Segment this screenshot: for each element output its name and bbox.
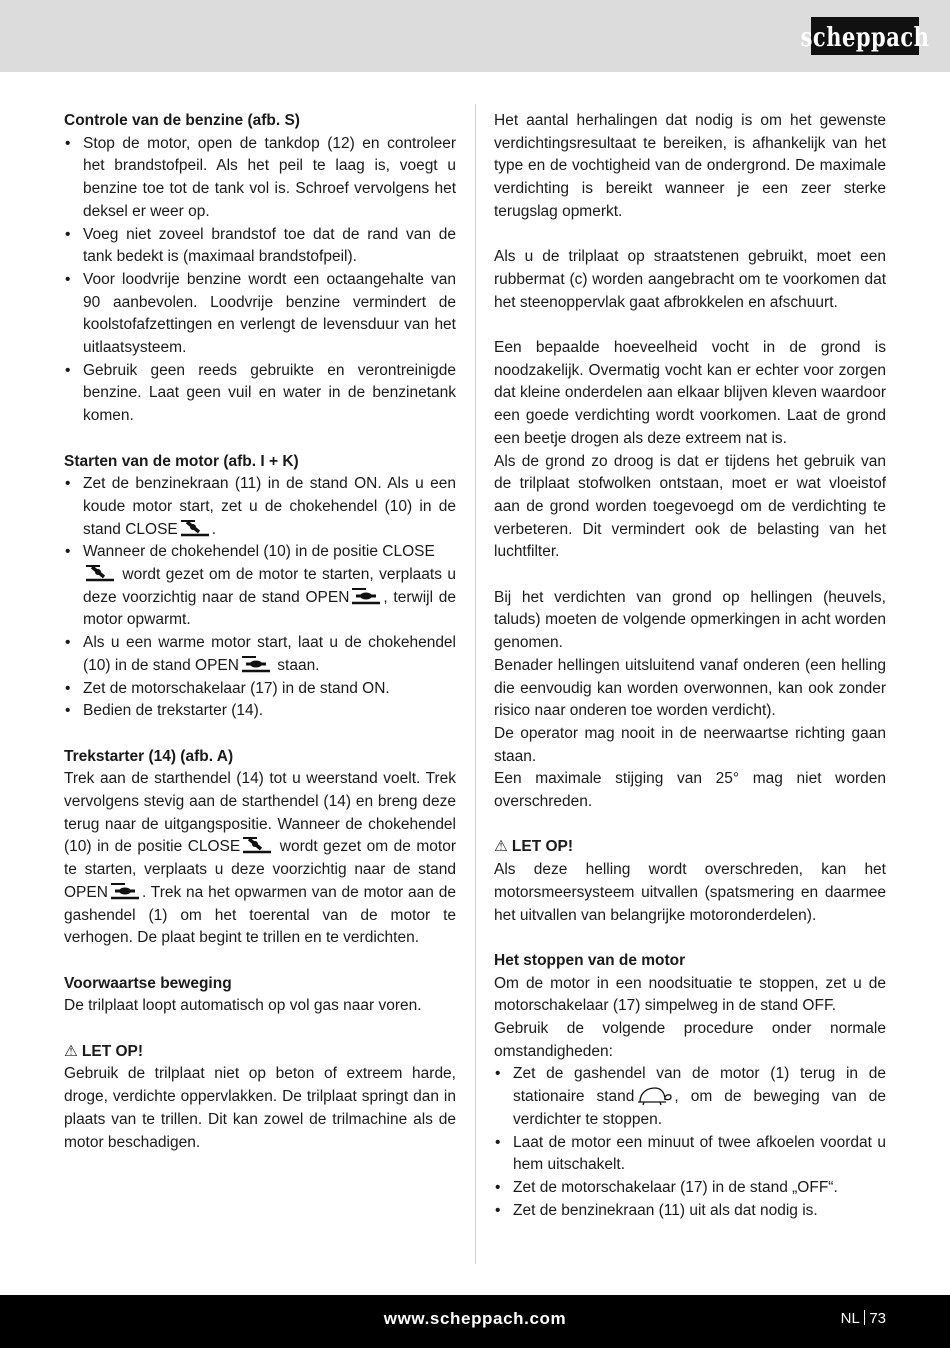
turtle-slow-icon	[636, 1086, 672, 1106]
list-item: • Laat de motor een minuut of twee afkoelen voordat u hem uitschakelt.	[494, 1132, 886, 1177]
paragraph: Als u de trilplaat op straatstenen gebruikt, moet een rubbermat (c) worden aangebracht om te voorkomen dat het steenoppervlak gaat afbrokkelen en afschuurt.	[494, 248, 886, 311]
section-title-fuel-check: Controle van de benzine (afb. S)	[64, 112, 300, 129]
left-column	[64, 110, 456, 1154]
column-divider	[475, 104, 476, 1264]
list-item: • Zet de benzinekraan (11) in de stand ON. Als u een koude motor start, zet u de chokehendel (10) in de stand CLOSE .	[64, 473, 456, 541]
list-item: • Voor loodvrije benzine wordt een octaangehalte van 90 aanbevolen. Loodvrije benzine vermindert de koolstofafzettingen en verlengt de levensduur van het uitlaatsysteem.	[64, 269, 456, 360]
section-title-start-engine: Starten van de motor (afb. I + K)	[64, 452, 299, 470]
choke-close-icon	[85, 564, 115, 582]
paragraph: Bij het verdichten van grond op hellingen (heuvels, taluds) moeten de volgende opmerkingen in acht worden genomen.	[494, 588, 886, 652]
list-item: • Zet de motorschakelaar (17) in de stand ON.	[64, 678, 456, 701]
choke-open-icon	[351, 587, 381, 605]
paragraph: Een bepaalde hoeveelheid vocht in de grond is noodzakelijk. Overmatig vocht kan er echter voor zorgen dat kleine onderdelen aan elkaar blijven kleven waardoor een goede verdichting wordt voorkomen. Laat de grond een beetje drogen als deze extreem nat is.	[494, 339, 886, 447]
list-item: • Voeg niet zoveel brandstof toe dat de rand van de tank bedekt is (maximaal brandstofpeil).	[64, 224, 456, 269]
paragraph: Het aantal herhalingen dat nodig is om het gewenste verdichtingsresultaat te bereiken, is afhankelijk van het type en de vochtigheid van de ondergrond. De maximale verdichting is bereikt wanneer je een zeer sterke terugslag opmerkt.	[494, 112, 886, 220]
warning-heading: ⚠ LET OP!	[494, 836, 886, 859]
warning-text: Als deze helling wordt overschreden, kan het motorsmeersysteem uitvallen (spatsmering en daarmee het uitvallen van belangrijke motoronderdelen).	[494, 861, 886, 924]
header-bar	[0, 0, 950, 72]
warning-heading: ⚠ LET OP!	[64, 1041, 456, 1064]
footer-bar	[0, 1295, 950, 1348]
section-title-stop-engine: Het stoppen van de motor	[494, 951, 686, 969]
choke-open-icon	[110, 882, 140, 900]
stop-engine-list	[494, 1063, 886, 1222]
footer-url[interactable]: www.scheppach.com	[383, 1309, 567, 1328]
list-item: • Zet de gashendel van de motor (1) terug in de stationaire stand , om de beweging van de verdichter te stoppen.	[494, 1063, 886, 1131]
start-engine-list	[64, 473, 456, 723]
page-indicator: NL 73	[840, 1310, 886, 1327]
forward-motion-text: De trilplaat loopt automatisch op vol gas naar voren.	[64, 997, 422, 1015]
section-title-recoil-starter: Trekstarter (14) (afb. A)	[64, 747, 234, 765]
list-item: • Zet de motorschakelaar (17) in de stand „OFF“.	[494, 1177, 886, 1200]
list-item: • Wanneer de chokehendel (10) in de positie CLOSE wordt gezet om de motor te starten, verplaats u deze voorzichtig naar de stand OPEN , terwijl de motor opwarmt.	[64, 541, 456, 632]
list-item: • Bedien de trekstarter (14).	[64, 700, 456, 723]
paragraph: Gebruik de volgende procedure onder normale omstandigheden:	[494, 1020, 886, 1060]
list-item: • Zet de benzinekraan (11) uit als dat nodig is.	[494, 1200, 886, 1223]
paragraph: De operator mag nooit in de neerwaartse richting gaan staan.	[494, 724, 886, 765]
recoil-starter-text: Trek aan de starthendel (14) tot u weerstand voelt. Trek vervolgens stevig aan de starthendel (14) en breng deze terug naar de uitgangspositie. Wanneer de chokehendel (10) in de positie CLOSE wordt gezet om de motor te starten, verplaats u deze voorzichtig naar de stand OPEN . Trek na het opwarmen van de motor aan de gashendel (1) om het toerental van de motor te verhogen. De plaat begint te trillen en te verdichten.	[64, 770, 456, 947]
list-item: • Stop de motor, open de tankdop (12) en controleer het brandstofpeil. Als het peil te laag is, voegt u benzine toe tot de tank vol is. Schroef vervolgens het deksel er weer op.	[64, 133, 456, 224]
section-title-forward-motion: Voorwaartse beweging	[64, 974, 232, 992]
paragraph: Een maximale stijging van 25° mag niet worden overschreden.	[494, 770, 886, 811]
paragraph: Benader hellingen uitsluitend vanaf onderen (een helling die eenvoudig kan worden overwonnen, kan ook zonder risico naar onderen toe worden verdicht).	[494, 656, 886, 720]
warning-text: Gebruik de trilplaat niet op beton of extreem harde, droge, verdichte oppervlakken. De trilplaat springt dan in plaats van te trillen. Dit kan zowel de trilmachine als de motor beschadigen.	[64, 1065, 456, 1151]
fuel-check-list	[64, 133, 456, 428]
choke-open-icon	[241, 655, 271, 673]
paragraph: Als de grond zo droog is dat er tijdens het gebruik van de trilplaat stofwolken ontstaan, moet er wat vloeistof aan de grond worden toegevoegd om de verdichting te verbeteren. Dit vermindert ook de belasting van het luchtfilter.	[494, 452, 886, 561]
warning-icon: ⚠	[64, 1042, 78, 1060]
choke-close-icon	[180, 519, 210, 537]
list-item: • Gebruik geen reeds gebruikte en verontreinigde benzine. Laat geen vuil en water in de benzinetank komen.	[64, 360, 456, 428]
right-column	[494, 110, 886, 1222]
choke-close-icon	[242, 836, 272, 854]
warning-icon: ⚠	[494, 838, 508, 856]
list-item: • Als u een warme motor start, laat u de chokehendel (10) in de stand OPEN staan.	[64, 632, 456, 677]
paragraph: Om de motor in een noodsituatie te stoppen, zet u de motorschakelaar (17) simpelweg in de stand OFF.	[494, 974, 886, 1015]
brand-logo: scheppach	[811, 17, 919, 55]
